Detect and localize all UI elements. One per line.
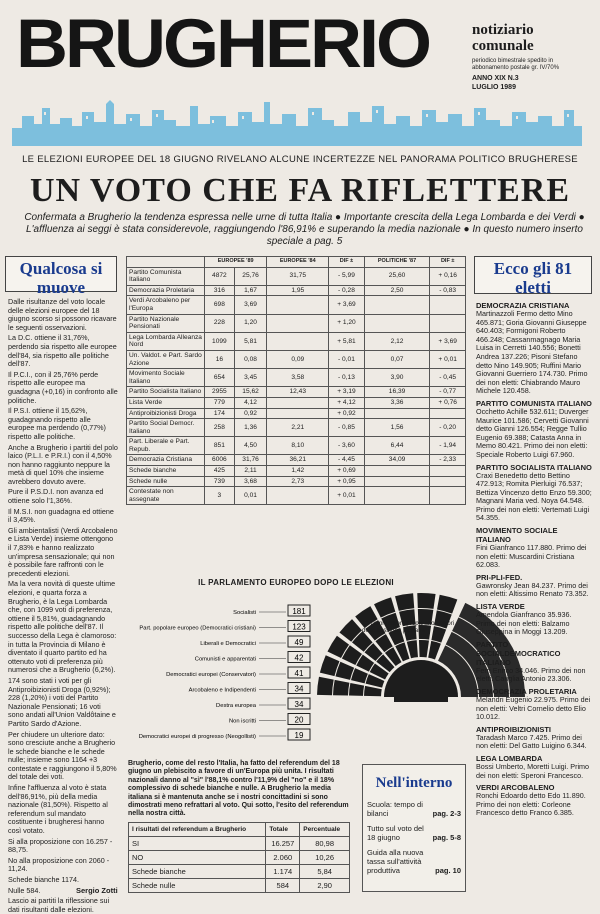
value-cell: 25,76: [234, 267, 267, 285]
table-row: [127, 408, 466, 419]
hemicycle-seat-block: [417, 593, 435, 609]
skyline-illustration: [12, 96, 582, 146]
left-paragraph: Il M.S.I. non guadagna ed ottiene il 3,45%.: [8, 506, 114, 525]
hemicycle-seat-block: [428, 641, 441, 660]
value-cell: [430, 487, 466, 505]
results-header-cell: DIF ±: [329, 257, 365, 268]
left-column-title: Qualcosa si muove: [5, 256, 117, 292]
seat-count: 19: [294, 731, 304, 740]
value-cell: 16: [205, 350, 235, 368]
party-name-cell: Lista Verde: [127, 397, 205, 408]
elected-names: Amendola Gianfranco 35.936. Primo dei non eletti: Balzamo Giuseppina in Moggi 13.209.: [476, 610, 572, 637]
issue-date: LUGLIO 1989: [472, 84, 516, 91]
value-cell: [267, 487, 329, 505]
value-cell: [267, 314, 329, 332]
inside-item-page: pag. 10: [435, 866, 461, 875]
table-row: [127, 285, 466, 296]
value-cell: - 0,77: [430, 387, 466, 398]
elected-party: PRI-PLI-FED.: [476, 572, 523, 582]
parliament-group-label: Socialisti: [233, 610, 256, 616]
seat-count: 123: [292, 622, 306, 632]
value-cell: - 1,94: [430, 437, 466, 455]
table-row: [127, 487, 466, 505]
elected-names: Occhetto Achille 532.611; Duverger Maurice 101.586; Cervetti Giovanni detto Gianni 126.554; Regge Tullio Eugenio 69.388; Catasta Anna in Memo 80.421. Primo dei non eletti: Speciale Roberto Luigi 67.960.: [476, 406, 589, 459]
value-cell: + 0,16: [430, 267, 466, 285]
table-row: [129, 837, 350, 851]
parliament-group-label: Democratici europei di progresso (Neogollisti): [138, 734, 256, 740]
party-name-cell: Partito Socialista Italiano: [127, 387, 205, 398]
hemicycle-seat-block: [335, 662, 354, 680]
election-results-table: [126, 256, 466, 505]
left-paragraph: Schede bianche 1174.: [8, 875, 80, 884]
value-cell: 3,69: [234, 296, 267, 314]
hemicycle-seat-block: [349, 683, 364, 696]
referendum-value-cell: 2.060: [266, 851, 300, 865]
value-cell: 3,45: [234, 369, 267, 387]
left-paragraph: Dalle risultanze del voto locale delle elezioni europee del 18 giugno scorso si possono ricavare le seguenti osservazioni.: [8, 297, 117, 332]
value-cell: 3,68: [234, 476, 267, 487]
party-name-cell: Verdi Arcobaleno per l'Europa: [127, 296, 205, 314]
value-cell: 4,12: [234, 397, 267, 408]
seat-count: 41: [294, 669, 304, 678]
elected-party: PARTITO COMUNISTA ITALIANO: [476, 398, 592, 408]
value-cell: - 3,60: [329, 437, 365, 455]
results-header-cell: EUROPEE '89: [205, 257, 267, 268]
referendum-value-cell: 2,90: [300, 879, 350, 893]
referendum-label-cell: Schede bianche: [129, 865, 266, 879]
table-row: [127, 332, 466, 350]
left-paragraph: Infine l'affluenza al voto è stata dell'86,91%, più della media nazionale (81,50%). Rispetto al referendum sul mandato costituente i brugheresi hanno così votato.: [8, 783, 108, 836]
value-cell: 1,56: [364, 419, 430, 437]
referendum-value-cell: 5,84: [300, 865, 350, 879]
value-cell: 12,43: [267, 387, 329, 398]
referendum-header-cell: Totale: [266, 823, 300, 837]
table-row: [127, 476, 466, 487]
left-paragraph: No alla proposizione con 2060 - 11,24.: [8, 855, 110, 874]
value-cell: 3: [205, 487, 235, 505]
elected-names: Ronchi Edoardo detto Edo 11.890. Primo dei non eletti: Corleone Francesco detto Franco 6.385.: [476, 791, 586, 818]
hemicycle-seat-block: [351, 668, 368, 683]
value-cell: 8,10: [267, 437, 329, 455]
value-cell: 739: [205, 476, 235, 487]
parliament-group-label: Liberali e Democratici: [200, 641, 256, 647]
table-row: [129, 879, 350, 893]
inside-item-text: Scuola: tempo di bilanci: [367, 800, 423, 818]
table-row: [127, 296, 466, 314]
parliament-group-label: Arcobaleno e Indipendenti: [188, 687, 256, 694]
referendum-value-cell: 584: [266, 879, 300, 893]
seat-count: 34: [294, 684, 304, 694]
table-row: [127, 419, 466, 437]
value-cell: [430, 408, 466, 419]
left-paragraph: Si alla proposizione con 16.257 - 88,75.: [8, 836, 113, 855]
referendum-header-row: [129, 823, 350, 837]
value-cell: [267, 296, 329, 314]
referendum-table: [128, 822, 350, 893]
value-cell: [364, 466, 430, 477]
parliament-group-label: Comunisti e apparentati: [194, 656, 256, 663]
left-paragraph: Ma la vera novità di queste ultime elezioni, e quarta forza a Brugherio, è la Lega Lombarda che, con 1099 voti di preferenza, ottiene il 5,81%, guadagnando rispetto alle politiche dell'87. Il successo della Lega è clamoroso: in tutta la Provincia di Milano è diventato il quarto partito ed ha ottenuto voti di preferenza più numerosi che a Brugherio (6,2%).: [8, 579, 117, 675]
party-name-cell: Contestate non assegnate: [127, 487, 205, 505]
value-cell: [364, 408, 430, 419]
elected-names: Ferri Enrico 34.046. Primo dei non eletti: Cariglia Antonio 23.306.: [476, 665, 586, 684]
referendum-label-cell: Schede nulle: [129, 879, 266, 893]
value-cell: 1,20: [234, 314, 267, 332]
value-cell: 36,21: [267, 455, 329, 466]
hemicycle-seat-block: [364, 686, 382, 696]
value-cell: 654: [205, 369, 235, 387]
value-cell: [364, 314, 430, 332]
value-cell: - 5,99: [329, 267, 365, 285]
value-cell: 1,36: [234, 419, 267, 437]
value-cell: 2,21: [267, 419, 329, 437]
table-row: [127, 387, 466, 398]
elected-party: LEGA LOMBARDA: [476, 753, 543, 763]
value-cell: - 0,45: [430, 369, 466, 387]
value-cell: 5,81: [234, 332, 267, 350]
party-name-cell: Partito Nazionale Pensionati: [127, 314, 205, 332]
value-cell: - 4,45: [329, 455, 365, 466]
value-cell: + 0,92: [329, 408, 365, 419]
left-paragraph: Per chiudere un ulteriore dato: sono cresciute anche a Brugherio le schede bianche e le schede nulle; insieme sono 1164 +3 contestate e raggiungono il 5,80% del totale dei voti.: [8, 729, 117, 782]
party-name-cell: Partito Comunista Italiano: [127, 267, 205, 285]
issue-number: ANNO XIX N.3: [472, 75, 519, 82]
value-cell: [364, 487, 430, 505]
hemicycle-seat-block: [419, 640, 429, 657]
value-cell: 851: [205, 437, 235, 455]
referendum-value-cell: 1.174: [266, 865, 300, 879]
elected-party: VERDI ARCOBALENO: [476, 783, 555, 793]
value-cell: 228: [205, 314, 235, 332]
results-header-cell: DIF ±: [430, 257, 466, 268]
table-row: [129, 851, 350, 865]
value-cell: 1,95: [267, 285, 329, 296]
value-cell: 3,90: [364, 369, 430, 387]
referendum-header-cell: I risultati del referendum a Brugherio: [129, 823, 266, 837]
value-cell: 0,07: [364, 350, 430, 368]
left-paragraph: Pure il P.S.D.I. non avanza ed ottiene solo l'1,36%.: [8, 487, 104, 506]
hemicycle-seat-block: [317, 677, 334, 696]
value-cell: - 0,85: [329, 419, 365, 437]
left-paragraph: Il P.C.I., con il 25,76% perde rispetto alle europee ma guadagna (+0,16) in confronto alle politiche.: [8, 369, 118, 405]
value-cell: [267, 397, 329, 408]
elected-names: Taradash Marco 7.425. Primo dei non eletti: Del Gatto Luigino 6.344.: [476, 732, 587, 751]
value-cell: 3,58: [267, 369, 329, 387]
value-cell: 0,01: [234, 487, 267, 505]
inside-title: Nell'interno: [375, 775, 453, 791]
table-row: [127, 267, 466, 285]
inside-item[interactable]: [367, 800, 461, 818]
value-cell: 34,09: [364, 455, 430, 466]
elected-party: ANTIPROIBIZIONISTI: [476, 724, 551, 734]
value-cell: 1,42: [267, 466, 329, 477]
table-row: [127, 314, 466, 332]
value-cell: 3,36: [364, 397, 430, 408]
value-cell: 31,76: [234, 455, 267, 466]
elected-names: Fini Gianfranco 117.880. Primo dei non eletti: Muscardini Cristiana 62.083.: [476, 543, 587, 570]
elected-list: [476, 298, 592, 908]
value-cell: 4,50: [234, 437, 267, 455]
left-paragraph: Anche a Brugherio i partiti del polo laico (P.L.I. e P.R.I.) con il 4,50% non hanno raggiunto neppure la metà di quel 10% che insieme avrebbero dovuto avere.: [8, 442, 118, 486]
results-header-row: [127, 257, 466, 268]
value-cell: [364, 296, 430, 314]
elected-party: LISTA VERDE: [476, 602, 525, 612]
inside-item-page: pag. 2-3: [432, 809, 461, 818]
value-cell: - 2,33: [430, 455, 466, 466]
value-cell: + 0,01: [430, 350, 466, 368]
value-cell: + 0,69: [329, 466, 365, 477]
value-cell: - 0,13: [329, 369, 365, 387]
elected-names: Martinazzoli Fermo detto Mino 465.871; Goria Giovanni Giuseppe 640.403; Formigoni Roberto 466.248; Cassanmagnago Maria Luisa in Cerretti 140.556; Bonetti Andrea 137.226; Pisoni Stefano detto Nino 149.905; Ruffini Mario Giovanni Guerriero 174.730. Primo dei non eletti: Chiabrando Mauro Michele 120.458.: [476, 309, 588, 396]
value-cell: 0,92: [234, 408, 267, 419]
value-cell: + 0,95: [329, 476, 365, 487]
left-paragraph: Gli ambientalisti (Verdi Arcobaleno e Lista Verde) insieme ottengono il 7,83% e hanno realizzato un'impresa sensazionale; qui non è possibile fare raffronti con le precedenti elezioni.: [8, 525, 118, 578]
elected-title: Ecco gli 81 eletti: [474, 256, 592, 294]
subhead: Confermata a Brugherio la tendenza espressa nelle urne di tutta Italia ● Importante crescita della Lega Lombarda e dei Verdi ● L'affluenza ai seggi è stata considerevole, raggiungendo l'86,91% e superando la media nazionale ● In questo numero inserto speciale a pag. 5: [24, 212, 585, 247]
value-cell: 174: [205, 408, 235, 419]
value-cell: + 3,69: [430, 332, 466, 350]
seat-count: 49: [294, 638, 304, 647]
value-cell: 15,62: [234, 387, 267, 398]
value-cell: 0,08: [234, 350, 267, 368]
parliament-group-label: Destra europea: [216, 703, 256, 709]
masthead-subtitle-2: comunale: [472, 38, 534, 54]
parliament-group-label: Part. popolare europeo (Democratici cristiani): [139, 625, 256, 632]
value-cell: + 5,81: [329, 332, 365, 350]
value-cell: [364, 476, 430, 487]
elected-party: DEMOCRAZIA CRISTIANA: [476, 301, 570, 310]
value-cell: + 3,69: [329, 296, 365, 314]
table-row: [127, 369, 466, 387]
left-paragraph: Lascio ai partiti la riflessione sui dati risultanti dalle elezioni.: [8, 896, 110, 914]
seat-count: 34: [294, 700, 304, 709]
inside-item[interactable]: [367, 848, 461, 875]
value-cell: [430, 296, 466, 314]
parliament-group-label: Democratici europei (Conservatori): [166, 672, 256, 678]
value-cell: 16,39: [364, 387, 430, 398]
inside-item-text: Guida alla nuova tassa sull'attività produttiva: [367, 848, 424, 875]
value-cell: 25,60: [364, 267, 430, 285]
value-cell: 1,67: [234, 285, 267, 296]
value-cell: 698: [205, 296, 235, 314]
party-name-cell: Schede nulle: [127, 476, 205, 487]
parliament-title: IL PARLAMENTO EUROPEO DOPO LE ELEZIONI: [198, 578, 394, 587]
elected-names: Gawronsky Jean 84.237. Primo dei non eletti: Altissimo Renato 73.352.: [476, 580, 589, 599]
value-cell: 2,11: [234, 466, 267, 477]
table-row: [129, 865, 350, 879]
left-paragraph: La D.C. ottiene il 31,76%, perdendo sia rispetto alle europee dell'84, sia rispetto alle politiche dell'87.: [8, 333, 117, 369]
value-cell: 425: [205, 466, 235, 477]
headline: UN VOTO CHE FA RIFLETTERE: [29, 172, 571, 209]
left-paragraph: Nulle 584.: [8, 885, 41, 895]
hemicycle-seat-block: [437, 595, 457, 614]
party-name-cell: Movimento Sociale Italiano: [127, 369, 205, 387]
party-name-cell: Lega Lombarda Alleanza Nord: [127, 332, 205, 350]
table-row: [127, 466, 466, 477]
inside-item[interactable]: [367, 824, 461, 842]
value-cell: + 1,20: [329, 314, 365, 332]
value-cell: 4872: [205, 267, 235, 285]
elected-party: DEMOCRAZIA PROLETARIA: [476, 687, 577, 696]
seat-count: 42: [294, 653, 304, 663]
referendum-header-cell: Percentuale: [300, 823, 350, 837]
party-name-cell: Democrazia Cristiana: [127, 455, 205, 466]
seat-count: 20: [294, 715, 304, 725]
value-cell: - 0,01: [329, 350, 365, 368]
party-name-cell: Schede bianche: [127, 466, 205, 477]
table-row: [127, 455, 466, 466]
value-cell: [430, 466, 466, 477]
referendum-label-cell: SI: [129, 837, 266, 851]
value-cell: 779: [205, 397, 235, 408]
hemicycle-seat-block: [395, 593, 414, 611]
value-cell: - 0,28: [329, 285, 365, 296]
value-cell: + 4,12: [329, 397, 365, 408]
value-cell: [430, 314, 466, 332]
party-name-cell: Partito Social Democr. Italiano: [127, 419, 205, 437]
referendum-value-cell: 10,26: [300, 851, 350, 865]
seat-count: 181: [292, 607, 306, 616]
table-row: [127, 397, 466, 408]
elected-party: PARTITO SOCIALISTA ITALIANO: [476, 462, 592, 472]
value-cell: + 0,01: [329, 487, 365, 505]
left-paragraph: 174 sono stati i voti per gli Antiproibizionisti Droga (0,92%); 228 (1,20%) i voti del Partito Nazionale Pensionati; 16 voti sono andati all'Union Valdôtaine e Partito Sardo d'Azione.: [8, 675, 116, 728]
value-cell: 2955: [205, 387, 235, 398]
inside-item-page: pag. 5-8: [432, 833, 461, 842]
parliament-chart: [126, 590, 466, 755]
results-header-cell: [127, 257, 205, 268]
party-name-cell: Democrazia Proletaria: [127, 285, 205, 296]
referendum-label-cell: NO: [129, 851, 266, 865]
party-name-cell: Un. Valdot. e Part. Sardo Azione: [127, 350, 205, 368]
value-cell: - 0,20: [430, 419, 466, 437]
value-cell: 6,44: [364, 437, 430, 455]
inside-item-text: Tutto sul voto del 18 giugno: [367, 824, 424, 842]
value-cell: 0,09: [267, 350, 329, 368]
referendum-value-cell: 16.257: [266, 837, 300, 851]
value-cell: [267, 408, 329, 419]
masthead-subtitle-1: notiziario: [472, 22, 534, 38]
value-cell: 6006: [205, 455, 235, 466]
hemicycle-seat-block: [333, 680, 349, 696]
elected-names: Melandri Eugenio 22.975. Primo dei non eletti: Veltri Cornelio detto Elio 10.012.: [476, 695, 591, 722]
value-cell: 258: [205, 419, 235, 437]
value-cell: 1099: [205, 332, 235, 350]
inside-box: [362, 764, 466, 892]
party-name-cell: Part. Liberale e Part. Repub.: [127, 437, 205, 455]
elected-names: Craxi Benedetto detto Bettino 472.913; Romita Pierluigi 76.537; Bettiza Vincenzo detto Enzo 59.300; Magnani Maria ved. Noya 64.548. Primo dei non eletti: Vertemati Luigi 54.355.: [476, 470, 592, 523]
value-cell: [267, 332, 329, 350]
results-header-cell: POLITICHE '87: [364, 257, 430, 268]
value-cell: + 3,19: [329, 387, 365, 398]
table-row: [127, 350, 466, 368]
referendum-intro: Brugherio, come del resto l'Italia, ha fatto del referendum del 18 giugno un plebiscito a favore di un'Europa più unita. I risultati nazionali danno al "sì" l'88,1% contro l'11,9% del "no" e il 18% complessivo di schede bianche e nulle. A Brugherio la media italiana si è mantenuta anche se i nostri concittadini si sono dimostrati meno refrattari al voto. Qui sotto, l'esito del referendum nella nostra città.: [128, 760, 349, 818]
value-cell: [430, 476, 466, 487]
value-cell: 2,73: [267, 476, 329, 487]
author: Sergio Zotti: [76, 886, 118, 895]
value-cell: - 0,83: [430, 285, 466, 296]
party-name-cell: Antiproibizionisti Droga: [127, 408, 205, 419]
elected-party: MOVIMENTO SOCIALE ITALIANO: [476, 526, 558, 545]
kicker: LE ELEZIONI EUROPEE DEL 18 GIUGNO RIVELANO ALCUNE INCERTEZZE NEL PANORAMA POLITICO BRUGHERESE: [22, 154, 578, 165]
value-cell: 31,75: [267, 267, 329, 285]
parliament-group-label: Non iscritti: [228, 718, 256, 725]
elected-names: Bossi Umberto, Moretti Luigi. Primo dei non eletti: Speroni Francesco.: [476, 761, 590, 780]
value-cell: 2,12: [364, 332, 430, 350]
table-row: [127, 437, 466, 455]
value-cell: + 0,76: [430, 397, 466, 408]
elected-party: PARTITO SOCIALDEMOCRATICO ITALIANO: [476, 639, 561, 667]
commissions-note: 18 commissioni preparano i lavori della sessione plenaria: [362, 620, 455, 635]
value-cell: 2,50: [364, 285, 430, 296]
postal-note: periodico bimestrale spedito in abbonamento postale gr. IV/70%: [472, 58, 560, 71]
value-cell: 316: [205, 285, 235, 296]
results-header-cell: EUROPEE '84: [267, 257, 329, 268]
masthead-title: BRUGHERIO: [16, 6, 430, 83]
left-paragraph: Il P.S.I. ottiene il 15,62%, guadagnando rispetto alle europee ma perdendo (0,77%) rispetto alle politiche.: [8, 406, 106, 441]
referendum-value-cell: 80,98: [300, 837, 350, 851]
